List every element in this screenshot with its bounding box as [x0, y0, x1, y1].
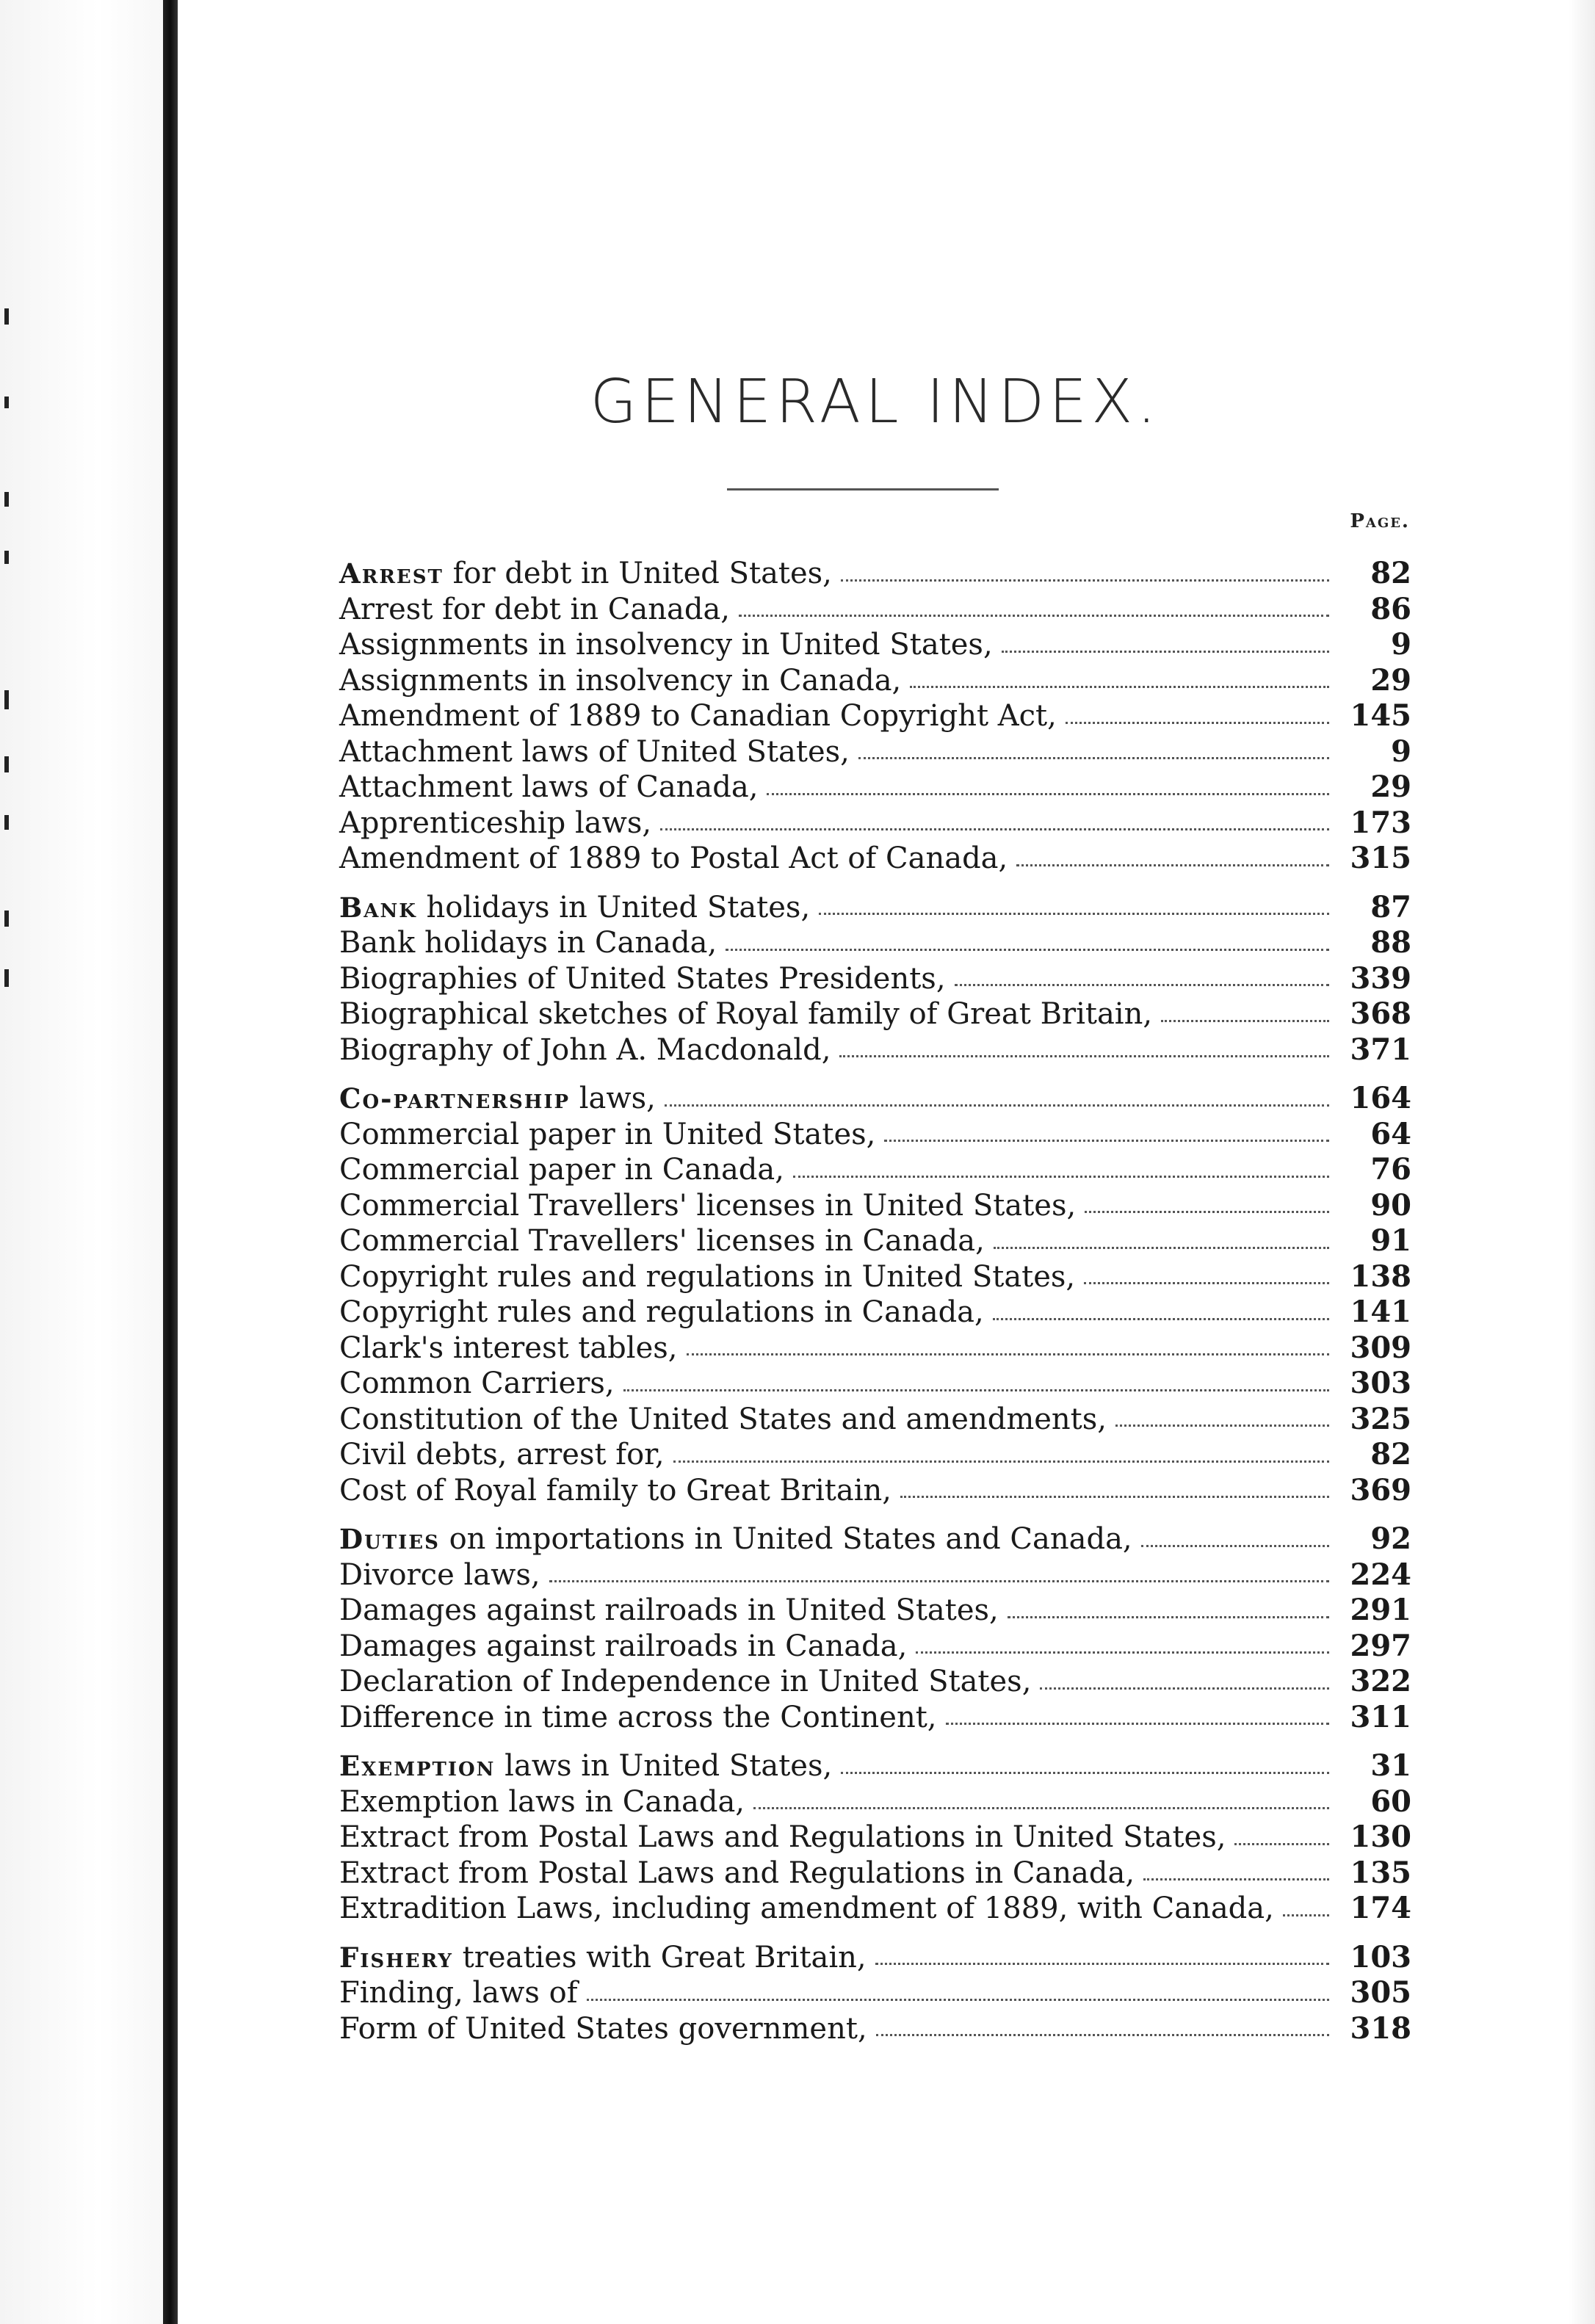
dot-leader	[1161, 1020, 1329, 1022]
index-entry-description: Assignments in insolvency in United States,	[339, 628, 993, 662]
index-entry-description: Copyright rules and regulations in United States,	[339, 1259, 1076, 1294]
dot-leader	[623, 1389, 1329, 1391]
dot-leader	[1016, 864, 1329, 866]
index-entry	[339, 698, 1411, 734]
index-entry-description: Biography of John A. Macdonald,	[339, 1032, 831, 1067]
index-entry	[339, 627, 1411, 663]
index-entry	[339, 1820, 1411, 1856]
index-entry-page-number: 339	[1350, 960, 1411, 996]
index-entry-text	[339, 1366, 615, 1402]
index-entry-description: for debt in United States,	[443, 557, 832, 590]
dot-leader	[916, 1651, 1329, 1654]
index-entry-text	[339, 1223, 985, 1259]
dot-leader	[687, 1353, 1330, 1355]
index-entry-page-number: 87	[1370, 889, 1411, 924]
dot-leader	[660, 828, 1329, 830]
index-entry-text	[339, 1748, 832, 1784]
index-group-f	[339, 1940, 1411, 2047]
index-entry-page-number: 90	[1370, 1187, 1411, 1223]
index-entry-page-number: 318	[1350, 2010, 1411, 2046]
index-entry-description: Commercial paper in United States,	[339, 1117, 876, 1151]
index-entry-page-number: 141	[1350, 1295, 1411, 1329]
index-entry-text	[339, 663, 901, 699]
index-entry-description: Common Carriers,	[339, 1366, 615, 1400]
index-entry-description: Biographies of United States Presidents,	[339, 961, 946, 996]
index-entry-text	[339, 1975, 578, 2011]
index-entry-page-number: 29	[1370, 662, 1411, 698]
index-entry	[339, 1593, 1411, 1629]
index-entry-text	[339, 961, 946, 997]
index-entry-page-number: 305	[1350, 1975, 1411, 2010]
index-entry	[339, 1629, 1411, 1665]
index-entry	[339, 1081, 1411, 1117]
index-entry	[339, 1437, 1411, 1473]
index-entry-page-number: 309	[1350, 1330, 1411, 1365]
index-entry-text	[339, 698, 1057, 734]
index-entry-page-number: 138	[1350, 1259, 1411, 1294]
index-entry-text	[339, 1856, 1135, 1892]
index-entry-text	[339, 806, 651, 841]
index-entry-description: Copyright rules and regulations in Canada,	[339, 1295, 984, 1329]
dot-leader	[955, 984, 1329, 986]
index-entry-page-number: 29	[1370, 770, 1411, 804]
index-entry-text	[339, 1437, 665, 1473]
index-entry	[339, 925, 1411, 961]
index-entry-description: Arrest for debt in Canada,	[339, 592, 731, 626]
index-entry-text	[339, 996, 1152, 1032]
dot-leader	[1040, 1687, 1329, 1690]
index-entry	[339, 1402, 1411, 1438]
index-group-b	[339, 890, 1411, 1068]
dot-leader	[876, 2034, 1329, 2036]
index-entry-lead-word: Duties	[339, 1523, 440, 1555]
index-entry-description: Commercial Travellers' licenses in United States,	[339, 1188, 1077, 1223]
index-entry-page-number: 91	[1370, 1223, 1411, 1258]
index-entry-text	[339, 734, 850, 770]
index-entry	[339, 1366, 1411, 1402]
index-entry-description: Extract from Postal Laws and Regulations in Canada,	[339, 1856, 1135, 1890]
index-entry-page-number: 31	[1370, 1748, 1411, 1783]
index-entry	[339, 1940, 1411, 1976]
index-entry-description: Attachment laws of Canada,	[339, 770, 759, 804]
dot-leader	[1085, 1211, 1329, 1213]
index-entry-page-number: 164	[1350, 1081, 1411, 1115]
index-entry	[339, 1784, 1411, 1820]
dot-leader	[1141, 1545, 1329, 1547]
index-entry	[339, 961, 1411, 997]
index-entry-description: Damages against railroads in Canada,	[339, 1629, 908, 1663]
index-entry-page-number: 369	[1350, 1472, 1411, 1507]
index-entry-description: Difference in time across the Continent,	[339, 1700, 937, 1734]
page-title: GENERAL INDEX.	[590, 367, 1161, 437]
index-entry	[339, 996, 1411, 1032]
index-entry-text	[339, 1331, 678, 1366]
index-entry-text	[339, 1784, 745, 1820]
dot-leader	[767, 793, 1329, 795]
index-entry-description: laws in United States,	[495, 1749, 833, 1783]
book-spine-line	[163, 0, 178, 2324]
index-entry	[339, 1188, 1411, 1224]
dot-leader	[841, 579, 1329, 582]
index-entry-page-number: 325	[1350, 1401, 1411, 1436]
index-entry-text	[339, 1820, 1226, 1856]
index-entry	[339, 1856, 1411, 1892]
index-entry-text	[339, 770, 758, 806]
index-entry-lead-word: Co-partnership	[339, 1082, 571, 1115]
index-entry-page-number: 368	[1350, 996, 1411, 1031]
index-entry-page-number: 64	[1370, 1116, 1411, 1151]
index-entry	[339, 890, 1411, 926]
index-entry-lead-word: Bank	[339, 891, 417, 924]
dot-leader	[665, 1104, 1329, 1107]
dot-leader	[1066, 722, 1329, 724]
index-entry-page-number: 145	[1350, 698, 1411, 733]
index-entry-text	[339, 1259, 1075, 1295]
dot-leader	[839, 1055, 1329, 1057]
index-group-c	[339, 1081, 1411, 1508]
index-entry-page-number: 9	[1391, 627, 1411, 662]
index-group-d	[339, 1521, 1411, 1735]
dot-leader	[587, 1999, 1329, 2001]
index-entry-description: holidays in United States,	[416, 890, 811, 924]
index-entry-description: Cost of Royal family to Great Britain,	[339, 1473, 891, 1507]
index-entry-text	[339, 890, 810, 926]
index-entry	[339, 1748, 1411, 1784]
index-entry-description: laws,	[570, 1082, 656, 1115]
index-entry-page-number: 130	[1350, 1820, 1411, 1854]
index-entry-description: Bank holidays in Canada,	[339, 926, 717, 960]
index-entry-description: Finding, laws of	[339, 1976, 578, 2010]
index-entry-page-number: 315	[1350, 841, 1411, 875]
dot-leader	[1115, 1425, 1329, 1427]
index-entry-description: Biographical sketches of Royal family of Great Britain,	[339, 997, 1153, 1031]
index-entry-description: Divorce laws,	[339, 1557, 540, 1592]
page-right-edge	[1569, 0, 1595, 2324]
index-entry-page-number: 291	[1350, 1593, 1411, 1627]
dot-leader	[819, 913, 1329, 915]
index-entry	[339, 770, 1411, 806]
index-entry	[339, 1975, 1411, 2011]
dot-leader	[993, 1318, 1329, 1320]
index-entry-page-number: 82	[1370, 1437, 1411, 1471]
index-entry-page-number: 135	[1350, 1855, 1411, 1890]
index-entry-description: Assignments in insolvency in Canada,	[339, 663, 902, 698]
index-entry-description: Apprenticeship laws,	[339, 806, 652, 840]
index-entry-description: Extract from Postal Laws and Regulations in United States,	[339, 1820, 1226, 1854]
index-entry-description: Declaration of Independence in United States,	[339, 1665, 1032, 1698]
index-entry-description: Commercial paper in Canada,	[339, 1153, 784, 1187]
index-entry-text	[339, 1593, 999, 1629]
index-entry	[339, 556, 1411, 592]
index-entry-text	[339, 841, 1008, 877]
index-entry-page-number: 88	[1370, 925, 1411, 960]
index-entry-lead-word: Arrest	[339, 557, 444, 590]
index-entry-text	[339, 1521, 1132, 1557]
dot-leader	[1283, 1914, 1329, 1916]
index-entry-text	[339, 2011, 867, 2047]
index-entries	[339, 556, 1411, 2060]
dot-leader	[910, 686, 1329, 688]
index-entry-text	[339, 1081, 656, 1117]
index-entry-page-number: 303	[1350, 1366, 1411, 1400]
index-entry-text	[339, 592, 730, 628]
index-entry-text	[339, 1032, 831, 1068]
index-entry-text	[339, 1891, 1274, 1927]
index-entry-text	[339, 1295, 984, 1331]
index-entry-text	[339, 1557, 540, 1593]
index-entry	[339, 1117, 1411, 1153]
index-entry-text	[339, 556, 832, 592]
index-entry-text	[339, 925, 717, 961]
index-entry	[339, 1295, 1411, 1331]
index-entry-description: Civil debts, arrest for,	[339, 1438, 665, 1471]
index-entry-page-number: 86	[1370, 591, 1411, 626]
index-entry	[339, 1259, 1411, 1295]
facing-page-text-fragments	[0, 308, 29, 1043]
index-entry	[339, 2011, 1411, 2047]
index-entry-text	[339, 1152, 784, 1188]
dot-leader	[841, 1772, 1329, 1774]
index-entry-text	[339, 1402, 1107, 1438]
dot-leader	[884, 1140, 1329, 1142]
dot-leader	[673, 1460, 1329, 1463]
dot-leader	[1002, 651, 1329, 653]
dot-leader	[946, 1723, 1330, 1725]
dot-leader	[1143, 1878, 1329, 1880]
index-entry	[339, 734, 1411, 770]
index-entry-page-number: 311	[1350, 1699, 1411, 1734]
index-entry-text	[339, 1629, 907, 1665]
dot-leader	[549, 1580, 1329, 1582]
index-entry-page-number: 371	[1350, 1032, 1411, 1067]
index-entry-description: Constitution of the United States and amendments,	[339, 1402, 1107, 1436]
index-entry-page-number: 76	[1370, 1152, 1411, 1187]
index-entry-description: Extradition Laws, including amendment of 1889, with Canada,	[339, 1892, 1274, 1925]
index-entry-page-number: 92	[1370, 1521, 1411, 1556]
index-entry	[339, 1557, 1411, 1593]
index-entry	[339, 1891, 1411, 1927]
index-entry-page-number: 224	[1350, 1557, 1411, 1592]
index-entry-description: Form of United States government,	[339, 2011, 867, 2046]
index-entry	[339, 592, 1411, 628]
index-entry	[339, 1473, 1411, 1509]
index-entry	[339, 806, 1411, 841]
index-entry-description: Commercial Travellers' licenses in Canada,	[339, 1224, 985, 1258]
dot-leader	[875, 1963, 1329, 1965]
title-rule	[727, 488, 999, 490]
dot-leader	[1084, 1282, 1329, 1284]
dot-leader	[793, 1176, 1329, 1178]
index-entry-page-number: 103	[1350, 1939, 1411, 1974]
index-entry-description: Damages against railroads in United States,	[339, 1593, 999, 1627]
index-entry	[339, 1152, 1411, 1188]
index-entry-page-number: 82	[1370, 556, 1411, 590]
index-entry-page-number: 297	[1350, 1628, 1411, 1663]
index-entry-text	[339, 1940, 867, 1976]
index-entry-text	[339, 1700, 937, 1736]
index-entry	[339, 1223, 1411, 1259]
dot-leader	[900, 1496, 1329, 1498]
dot-leader	[753, 1807, 1329, 1809]
index-entry-description: Amendment of 1889 to Canadian Copyright Act,	[339, 699, 1057, 733]
index-entry-description: Attachment laws of United States,	[339, 734, 850, 769]
index-entry-text	[339, 1664, 1031, 1700]
dot-leader	[1008, 1616, 1329, 1618]
index-entry-text	[339, 1188, 1076, 1224]
index-entry-page-number: 173	[1350, 805, 1411, 840]
index-group-e	[339, 1748, 1411, 1927]
index-entry-description: on importations in United States and Canada,	[439, 1522, 1132, 1556]
index-entry-lead-word: Fishery	[339, 1941, 453, 1974]
index-entry	[339, 1032, 1411, 1068]
dot-leader	[1234, 1843, 1329, 1845]
page-column-header: Page.	[1350, 510, 1410, 532]
index-entry	[339, 1664, 1411, 1700]
dot-leader	[994, 1247, 1329, 1249]
index-entry	[339, 1331, 1411, 1366]
index-entry-description: treaties with Great Britain,	[452, 1940, 867, 1974]
index-entry-description: Amendment of 1889 to Postal Act of Canada,	[339, 841, 1008, 875]
index-entry-page-number: 174	[1350, 1891, 1411, 1925]
index-entry-description: Clark's interest tables,	[339, 1331, 678, 1365]
index-entry-page-number: 9	[1391, 734, 1411, 769]
index-entry-text	[339, 627, 993, 663]
index-entry-text	[339, 1117, 875, 1153]
index-entry	[339, 1700, 1411, 1736]
index-entry	[339, 663, 1411, 699]
index-entry-page-number: 60	[1370, 1784, 1411, 1819]
dot-leader	[858, 757, 1329, 759]
index-entry	[339, 841, 1411, 877]
index-group-a	[339, 556, 1411, 877]
index-entry	[339, 1521, 1411, 1557]
dot-leader	[726, 949, 1329, 951]
index-entry-page-number: 322	[1350, 1664, 1411, 1698]
index-entry-lead-word: Exemption	[339, 1750, 496, 1782]
index-entry-description: Exemption laws in Canada,	[339, 1784, 745, 1819]
index-entry-text	[339, 1473, 891, 1509]
dot-leader	[739, 615, 1329, 617]
